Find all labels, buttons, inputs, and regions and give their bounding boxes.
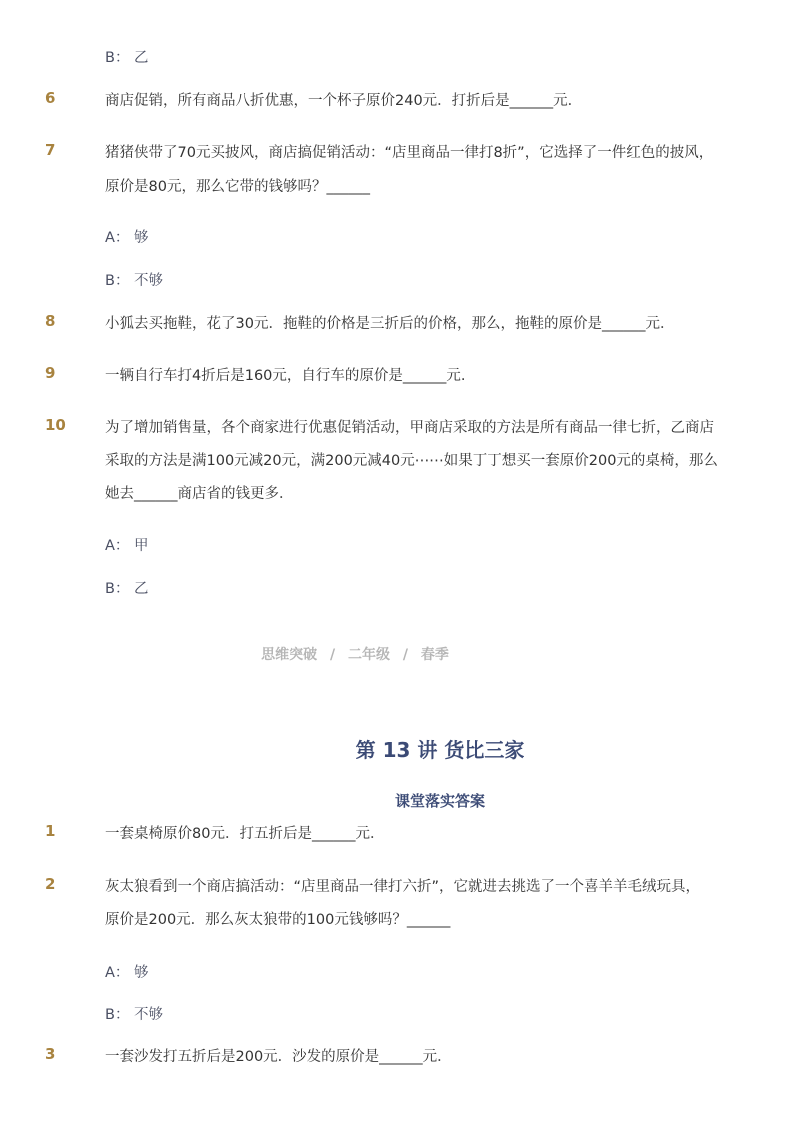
question-number: 7 [45,141,56,159]
footer-separator: / [402,647,408,663]
option-b[interactable]: B： 不够 [105,1007,164,1023]
question-number: 6 [45,89,56,107]
question-text: 商店促销，所有商品八折优惠，一个杯子原价240元．打折后是______元． [105,93,583,109]
page-footer [0,644,710,664]
footer-season: 春季 [420,647,449,663]
question-text: 她去______商店省的钱更多． [105,486,294,502]
option-b[interactable]: B： 不够 [105,273,164,289]
footer-grade: 二年级 [348,647,390,663]
question-number: 9 [45,364,56,382]
question-text: 为了增加销售量，各个商家进行优惠促销活动，甲商店采取的方法是所有商品一律七折，乙商店 [105,420,714,436]
question-text: 一套桌椅原价80元．打五折后是______元． [105,826,385,842]
question-text: 灰太狼看到一个商店搞活动：“店里商品一律打六折”，它就进去挑选了一个喜羊羊毛绒玩具， [105,879,701,895]
lecture-title: 第 13 讲 货比三家 [355,738,525,762]
question-number: 3 [45,1045,56,1063]
option-a[interactable]: A： 甲 [105,538,149,554]
option-b[interactable]: B： 乙 [105,581,149,597]
option-b-prev: B： 乙 [105,50,149,66]
option-a[interactable]: A： 够 [105,230,149,246]
question-text: 一套沙发打五折后是200元．沙发的原价是______元． [105,1049,452,1065]
question-text: 猪猪侠带了70元买披风，商店搞促销活动：“店里商品一律打8折”，它选择了一件红色的披风， [105,145,714,161]
section-title: 课堂落实答案 [394,792,485,810]
question-text: 小狐去买拖鞋，花了30元．拖鞋的价格是三折后的价格，那么，拖鞋的原价是______元． [105,316,675,332]
question-number: 2 [45,875,56,893]
question-text: 一辆自行车打4折后是160元，自行车的原价是______元. [105,368,466,384]
question-number: 10 [45,416,66,434]
question-number: 1 [45,822,56,840]
option-a[interactable]: A： 够 [105,965,149,981]
footer-subject: 思维突破 [261,647,318,663]
question-text: 原价是80元，那么它带的钱够吗？______ [105,179,370,195]
question-text: 原价是200元．那么灰太狼带的100元钱够吗？______ [105,912,451,928]
footer-separator: / [330,647,336,663]
question-number: 8 [45,312,56,330]
question-text: 采取的方法是满100元减20元，满200元减40元⋯⋯如果丁丁想买一套原价200元的桌椅，那么 [105,453,718,469]
